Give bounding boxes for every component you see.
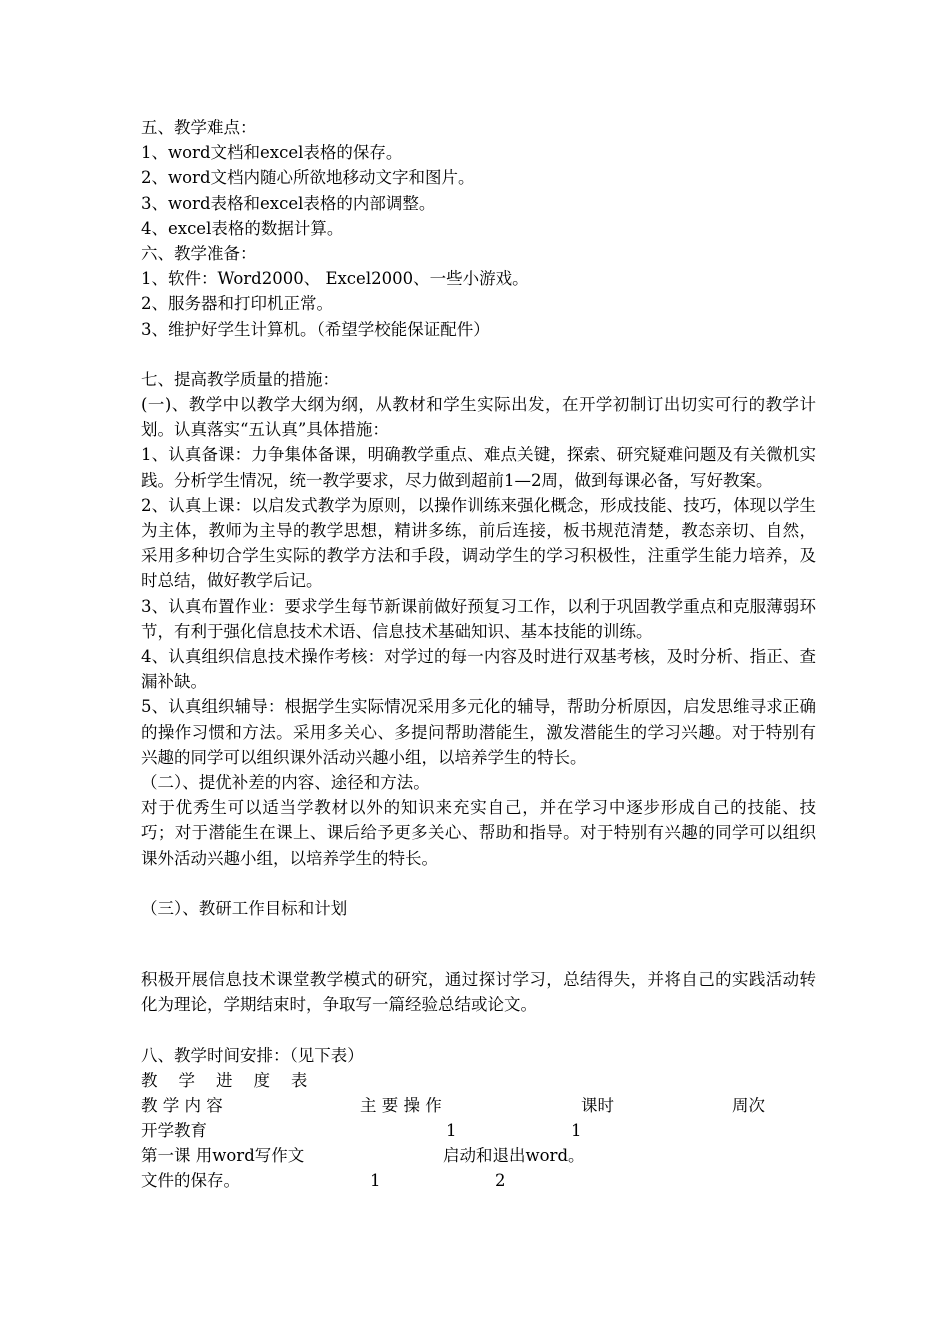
cell-content: 第一课 用word写作文	[141, 1146, 305, 1166]
list-item: 1、word文档和excel表格的保存。	[141, 143, 403, 163]
section6-title: 六、教学准备：	[141, 244, 257, 264]
cell-week: 1	[571, 1121, 582, 1141]
section7-title: 七、提高教学质量的措施：	[141, 369, 339, 389]
table-header-row	[141, 1093, 816, 1118]
cell-week: 2	[495, 1171, 506, 1191]
measure-item: 4、认真组织信息技术操作考核：对学过的每一内容及时进行双基考核，及时分析、指正、查漏补缺。	[141, 647, 816, 692]
cell-hours: 1	[370, 1171, 381, 1191]
part3-text: 积极开展信息技术课堂教学模式的研究，通过探讨学习，总结得失，并将自己的实践活动转化为理论，学期结束时，争取写一篇经验总结或论文。	[141, 970, 816, 1015]
schedule-table-title: 教 学 进 度 表	[141, 1070, 308, 1090]
list-item: 3、维护好学生计算机。（希望学校能保证配件）	[141, 319, 490, 339]
table-row	[141, 1168, 816, 1193]
list-item: 2、服务器和打印机正常。	[141, 294, 333, 314]
table-row	[141, 1143, 816, 1168]
part2-title: （二）、提优补差的内容、途径和方法。	[141, 773, 430, 793]
cell-hours: 1	[446, 1121, 457, 1141]
document-page	[141, 115, 816, 1194]
part2-text: 对于优秀生可以适当学教材以外的知识来充实自己，并在学习中逐步形成自己的技能、技巧；对于潜能生在课上、课后给予更多关心、帮助和指导。对于特别有兴趣的同学可以组织课外活动兴趣小组，以培养学生的特长。	[141, 798, 816, 868]
measure-item: 2、认真上课：以启发式教学为原则，以操作训练来强化概念，形成技能、技巧，体现以学生为主体，教师为主导的教学思想，精讲多练，前后连接，板书规范清楚，教态亲切、自然，采用多种切合学生实际的教学方法和手段，调动学生的学习积极性，注重学生能力培养，及时总结，做好教学后记。	[141, 495, 816, 591]
list-item: 3、word表格和excel表格的内部调整。	[141, 193, 436, 213]
list-item: 1、软件：Word2000、 Excel2000、一些小游戏。	[141, 269, 529, 289]
column-header-operation: 主 要 操 作	[360, 1095, 442, 1115]
column-header-content: 教 学 内 容	[141, 1095, 223, 1115]
part3-title: （三）、教研工作目标和计划	[141, 898, 348, 918]
measure-item: 1、认真备课：力争集体备课，明确教学重点、难点关键，探索、研究疑难问题及有关微机实践。分析学生情况，统一教学要求，尽力做到超前1—2周，做到每课必备，写好教案。	[141, 445, 816, 490]
column-header-week: 周次	[732, 1095, 765, 1115]
table-row	[141, 1118, 816, 1143]
spacer	[141, 342, 816, 367]
part1-intro: (一)、教学中以教学大纲为纲，从教材和学生实际出发，在开学初制订出切实可行的教学计划。认真落实“五认真”具体措施：	[141, 395, 816, 440]
list-item: 2、word文档内随心所欲地移动文字和图片。	[141, 168, 475, 188]
section8-title: 八、教学时间安排：（见下表）	[141, 1045, 364, 1065]
list-item: 4、excel表格的数据计算。	[141, 218, 344, 238]
spacer	[141, 871, 816, 896]
spacer	[141, 1018, 816, 1043]
cell-operation: 启动和退出word。	[443, 1146, 585, 1166]
cell-content: 文件的保存。	[141, 1171, 240, 1191]
measure-item: 3、认真布置作业：要求学生每节新课前做好预复习工作，以利于巩固教学重点和克服薄弱环节，有利于强化信息技术术语、信息技术基础知识、基本技能的训练。	[141, 596, 816, 641]
column-header-hours: 课时	[581, 1095, 614, 1115]
measure-item: 5、认真组织辅导：根据学生实际情况采用多元化的辅导，帮助分析原因，启发思维寻求正确的操作习惯和方法。采用多关心、多提问帮助潜能生，激发潜能生的学习兴趣。对于特别有兴趣的同学可以组织课外活动兴趣小组，以培养学生的特长。	[141, 697, 816, 767]
spacer	[141, 921, 816, 967]
cell-content: 开学教育	[141, 1121, 207, 1141]
section5-title: 五、教学难点：	[141, 118, 257, 137]
